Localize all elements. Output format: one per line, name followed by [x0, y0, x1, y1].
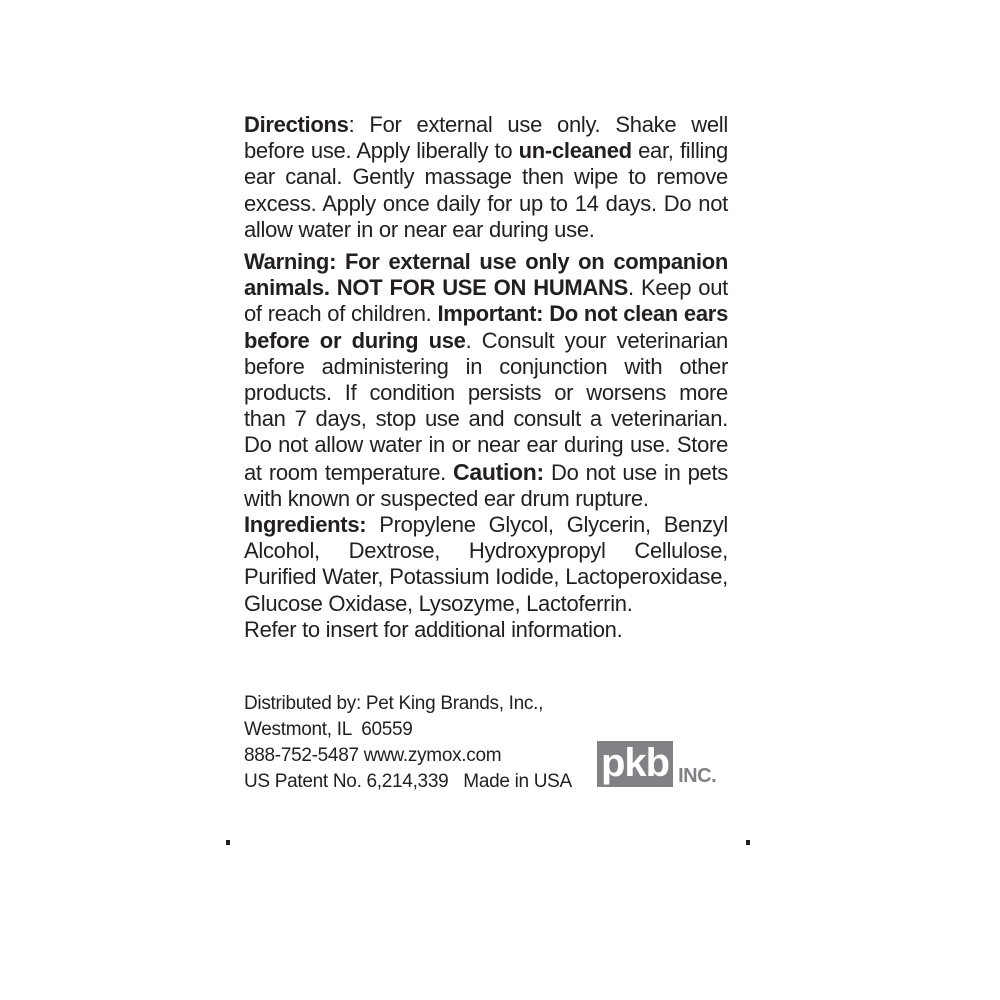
- distributor-line-4: US Patent No. 6,214,339 Made in USA: [244, 771, 572, 792]
- logo-mark: pkb: [597, 741, 673, 787]
- warning-heading: Warning: For external use only on companion animals. NOT FOR USE ON HUMANS: [244, 249, 728, 301]
- logo-suffix: INC.: [678, 765, 717, 787]
- directions-emphasis: un-cleaned: [518, 138, 632, 164]
- warning-text-2: . Consult your veterinarian before administering in conjunction with other products. If condition persists or worsens more than 7 days, stop use and consult a veterinarian. Do not allow water in or near ear during use. Store at room temperature.: [244, 327, 728, 485]
- label-body: [244, 112, 728, 643]
- ingredients-heading: Ingredients:: [244, 512, 367, 538]
- caution-text: Do not use in pets with known or suspected ear drum rupture.: [244, 459, 728, 511]
- refer-note: Refer to insert for additional information.: [244, 616, 623, 642]
- distributor-block: [244, 691, 572, 795]
- pkb-logo: [597, 741, 716, 787]
- warning-paragraph: [244, 249, 728, 512]
- directions-heading: Directions: [244, 112, 349, 137]
- directions-text-1: : For external use only. Shake well before use. Apply liberally to: [244, 112, 728, 164]
- distributor-line-1: Distributed by: Pet King Brands, Inc.,: [244, 693, 544, 714]
- crop-mark-left: [226, 840, 230, 845]
- directions-paragraph: [244, 112, 728, 243]
- ingredients-text: Propylene Glycol, Glycerin, Benzyl Alcohol, Dextrose, Hydroxypropyl Cellulose, Purified Water, Potassium Iodide, Lactoperoxidase, Glucose Oxidase, Lysozyme, Lactoferrin.: [244, 512, 728, 616]
- distributor-line-3: 888-752-5487 www.zymox.com: [244, 745, 502, 766]
- important-notice: Important: Do not clean ears before or during use: [244, 301, 729, 353]
- warning-text-1: . Keep out of reach of children.: [244, 275, 728, 327]
- crop-mark-right: [746, 840, 750, 845]
- caution-heading: Caution:: [453, 458, 544, 485]
- directions-text-2: ear, filling ear canal. Gently massage then wipe to remove excess. Apply once daily for up to 14 days. Do not allow water in or near ear during use.: [244, 138, 728, 242]
- ingredients-paragraph: [244, 512, 728, 617]
- distributor-line-2: Westmont, IL 60559: [244, 719, 413, 740]
